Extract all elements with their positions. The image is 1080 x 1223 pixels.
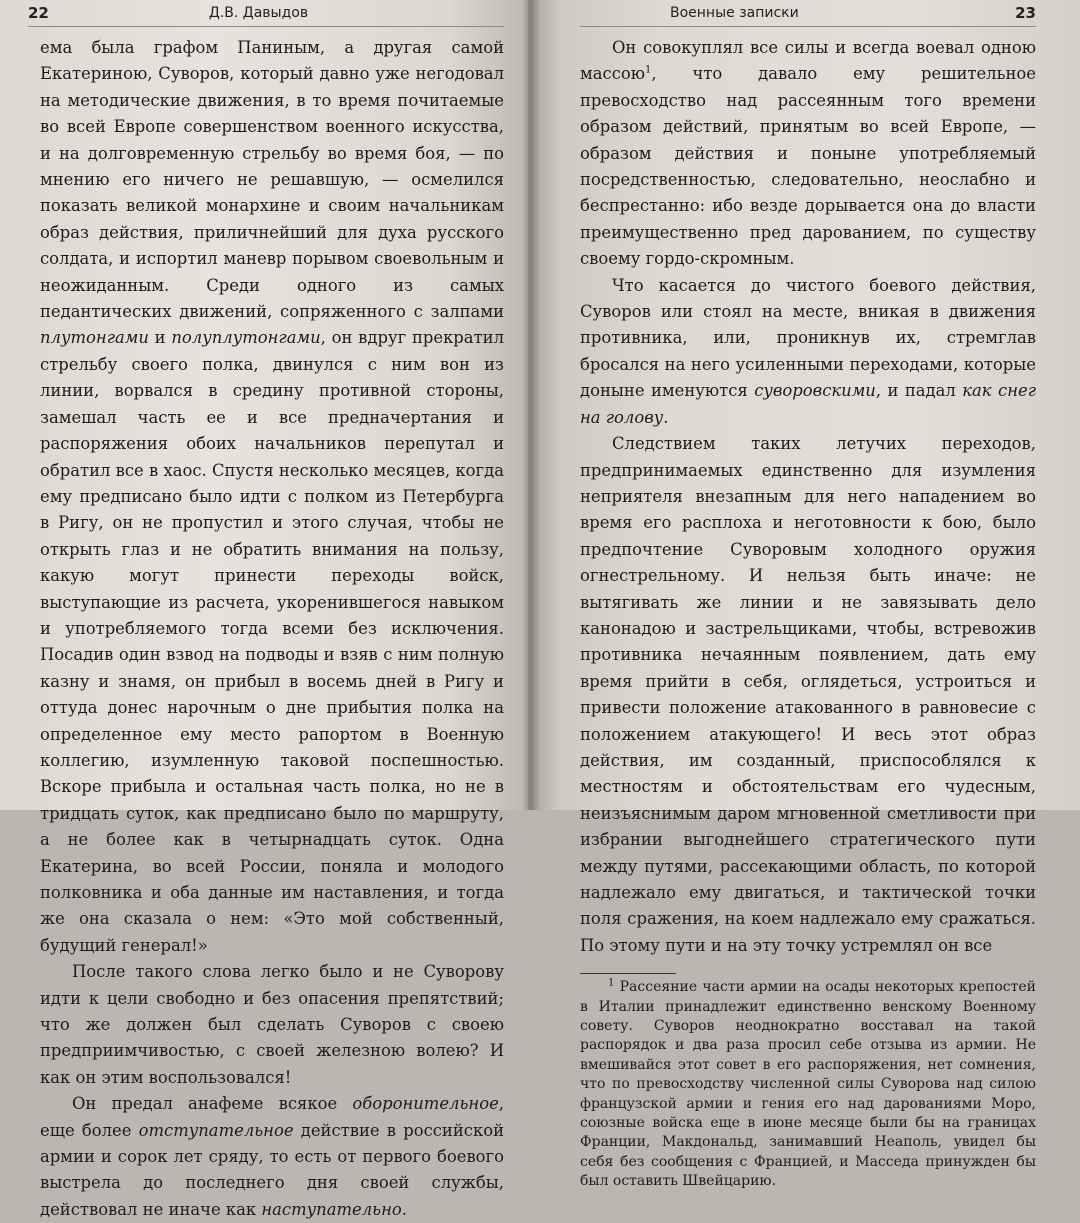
footnote <box>580 978 1036 1191</box>
text-run: После такого слова легко было и не Суворову идти к цели свободно и без опасения препятствий; что же должен был сделать Суворов с своею предприимчивостью, с своей железною волею? И как он этим воспользовался! <box>40 962 504 1087</box>
italic-term: наступательно <box>261 1199 402 1219</box>
text-run: , что давало ему решительное превосходство над рассеянным того времени образом действий, принятым во всей Европе, — образом действия и поныне употребляемый посредственностью, следовательно, неослабно и беспрестанно: ибо везде дорывается она до власти преимущественно пред дарованием, по существу своему гордо-скромным. <box>580 64 1036 269</box>
text-run: Следствием таких летучих переходов, предпринимаемых единственно для изумления неприятеля внезапным для него нападением во время его расплоха и неготовности к бою, было предпочтение Суворовым холодного оружия огнестрельному. И нельзя быть иначе: не вытягивать же линии и не завязывать дело канонадою и застрельщиками, чтобы, встревожив противника нечаянным появлением, дать ему время прийти в себя, оглядеться, устроиться и привести положение атакованного в равновесие с положением атакующего! И весь этот образ действия, им созданный, приспособлялся к местностям и обстоятельствам его чудесным, неизъяснимым даром мгновенной сметливости при избрании выгоднейшего стратегического пути между путями, рассекающими область, по которой надлежало ему двигаться, и тактической точки поля сражения, на коем надлежало ему сражаться. По этому пути и на эту точку устремлял он все <box>580 434 1036 955</box>
italic-term: полуплутонгами <box>171 328 321 348</box>
text-run: . <box>663 407 669 427</box>
italic-term: как снег на голову <box>580 381 1036 427</box>
text-run: и <box>148 328 172 348</box>
text-run: Что касается до чистого боевого действия, Суворов или стоял на месте, вникая в движения противника, или, проникнув их, стремглав бросался на него усиленными переходами, которые доныне именуются <box>580 275 1036 401</box>
left-running-title: Д.В. Давыдов <box>208 5 309 21</box>
left-page-text <box>40 35 504 1223</box>
text-run: , и падал <box>875 381 963 401</box>
paragraph <box>40 35 504 959</box>
text-run: Он совокуплял все силы и всегда воевал одною массою <box>580 38 1036 84</box>
left-running-head <box>28 0 504 27</box>
footnote-body: Рассеяние части армии на осады некоторых крепостей в Италии принадлежит единственно венскому Военному совету. Суворов неоднократно восставал на такой распорядок и два раза просил себе отзыва из армии. Не вмешивайся этот совет в его распоряжения, нет сомнения, что по превосходству численной силы Суворова над силою французской армии и гения его над дарованиями Моро, союзные войска еще в июне месяце были бы на границах Франции, Макдональд, занимавший Неаполь, увидел бы себя без сообщения с Францией, и Масседа принужден бы был оставить Швейцарию. <box>580 979 1036 1190</box>
right-page-text <box>580 35 1036 959</box>
left-page <box>0 0 528 1219</box>
paragraph <box>580 431 1036 959</box>
text-run: . <box>401 1199 407 1219</box>
italic-term: плутонгами <box>40 328 149 348</box>
text-run: , еще более <box>40 1094 504 1140</box>
text-run: действие в российской армии и сорок лет сряду, то есть от первого боевого выстрела до последнего дня своей службы, действовал не иначе как <box>40 1120 504 1219</box>
right-page <box>528 0 1080 1190</box>
italic-term: оборонительное <box>352 1094 499 1114</box>
italic-term: суворовскими <box>754 381 876 401</box>
paragraph <box>40 959 504 1091</box>
footnote-ref: 1 <box>645 64 652 76</box>
right-running-head <box>580 0 1036 27</box>
right-running-title: Военные записки <box>670 5 799 21</box>
left-page-number: 22 <box>28 4 49 22</box>
text-run: Он предал анафеме всякое <box>72 1094 353 1114</box>
footnote-rule <box>580 973 676 974</box>
paragraph <box>580 273 1036 431</box>
paragraph <box>580 35 1036 273</box>
paragraph <box>40 1091 504 1223</box>
text-run: , он вдруг прекратил стрельбу своего полка, двинулся с ним вон из линии, ворвался в средину противной стороны, замешал часть ее и все предначертания и распоряжения обоих начальников перепутал и обратил все в хаос. Спустя несколько месяцев, когда ему предписано было идти с полком из Петербурга в Ригу, он не пропустил и этого случая, чтобы не открыть глаз и не обратить внимания на пользу, какую могут принести переходы войск, выступающие из расчета, укоренившегося навыком и употребляемого тогда всеми без исключения. Посадив один взвод на подводы и взяв с ним полную казну и знамя, он прибыл в восемь дней в Ригу и оттуда донес нарочным о дне прибытия полка на определенное ему место рапортом в Военную коллегию, изумленную таковой поспешностью. Вскоре прибыла и остальная часть полка, но не в тридцать суток, как предписано было по маршруту, а не более как в четырнадцать суток. Одна Екатерина, во всей России, поняла и молодого полковника и оба данные им наставления, и тогда же она сказала о нем: «Это мой собственный, будущий генерал!» <box>40 328 504 955</box>
footnote-text <box>580 978 1036 1191</box>
right-page-number: 23 <box>1015 4 1036 22</box>
text-run: ема была графом Паниным, а другая самой Екатериною, Суворов, который давно уже негодовал на методические движения, в то время почитаемые во всей Европе совершенством военного искусства, и на долговременную стрельбу во время боя, — по мнению его ничего не решавшую, — осмелился показать великой монархине и своим начальникам образ действия, приличнейший для духа русского солдата, и испортил маневр порывом своевольным и неожиданным. Среди одного из самых педантических движений, сопряженного с залпами <box>40 38 504 322</box>
footnote-marker: 1 <box>608 977 615 989</box>
italic-term: отступательное <box>138 1120 294 1140</box>
